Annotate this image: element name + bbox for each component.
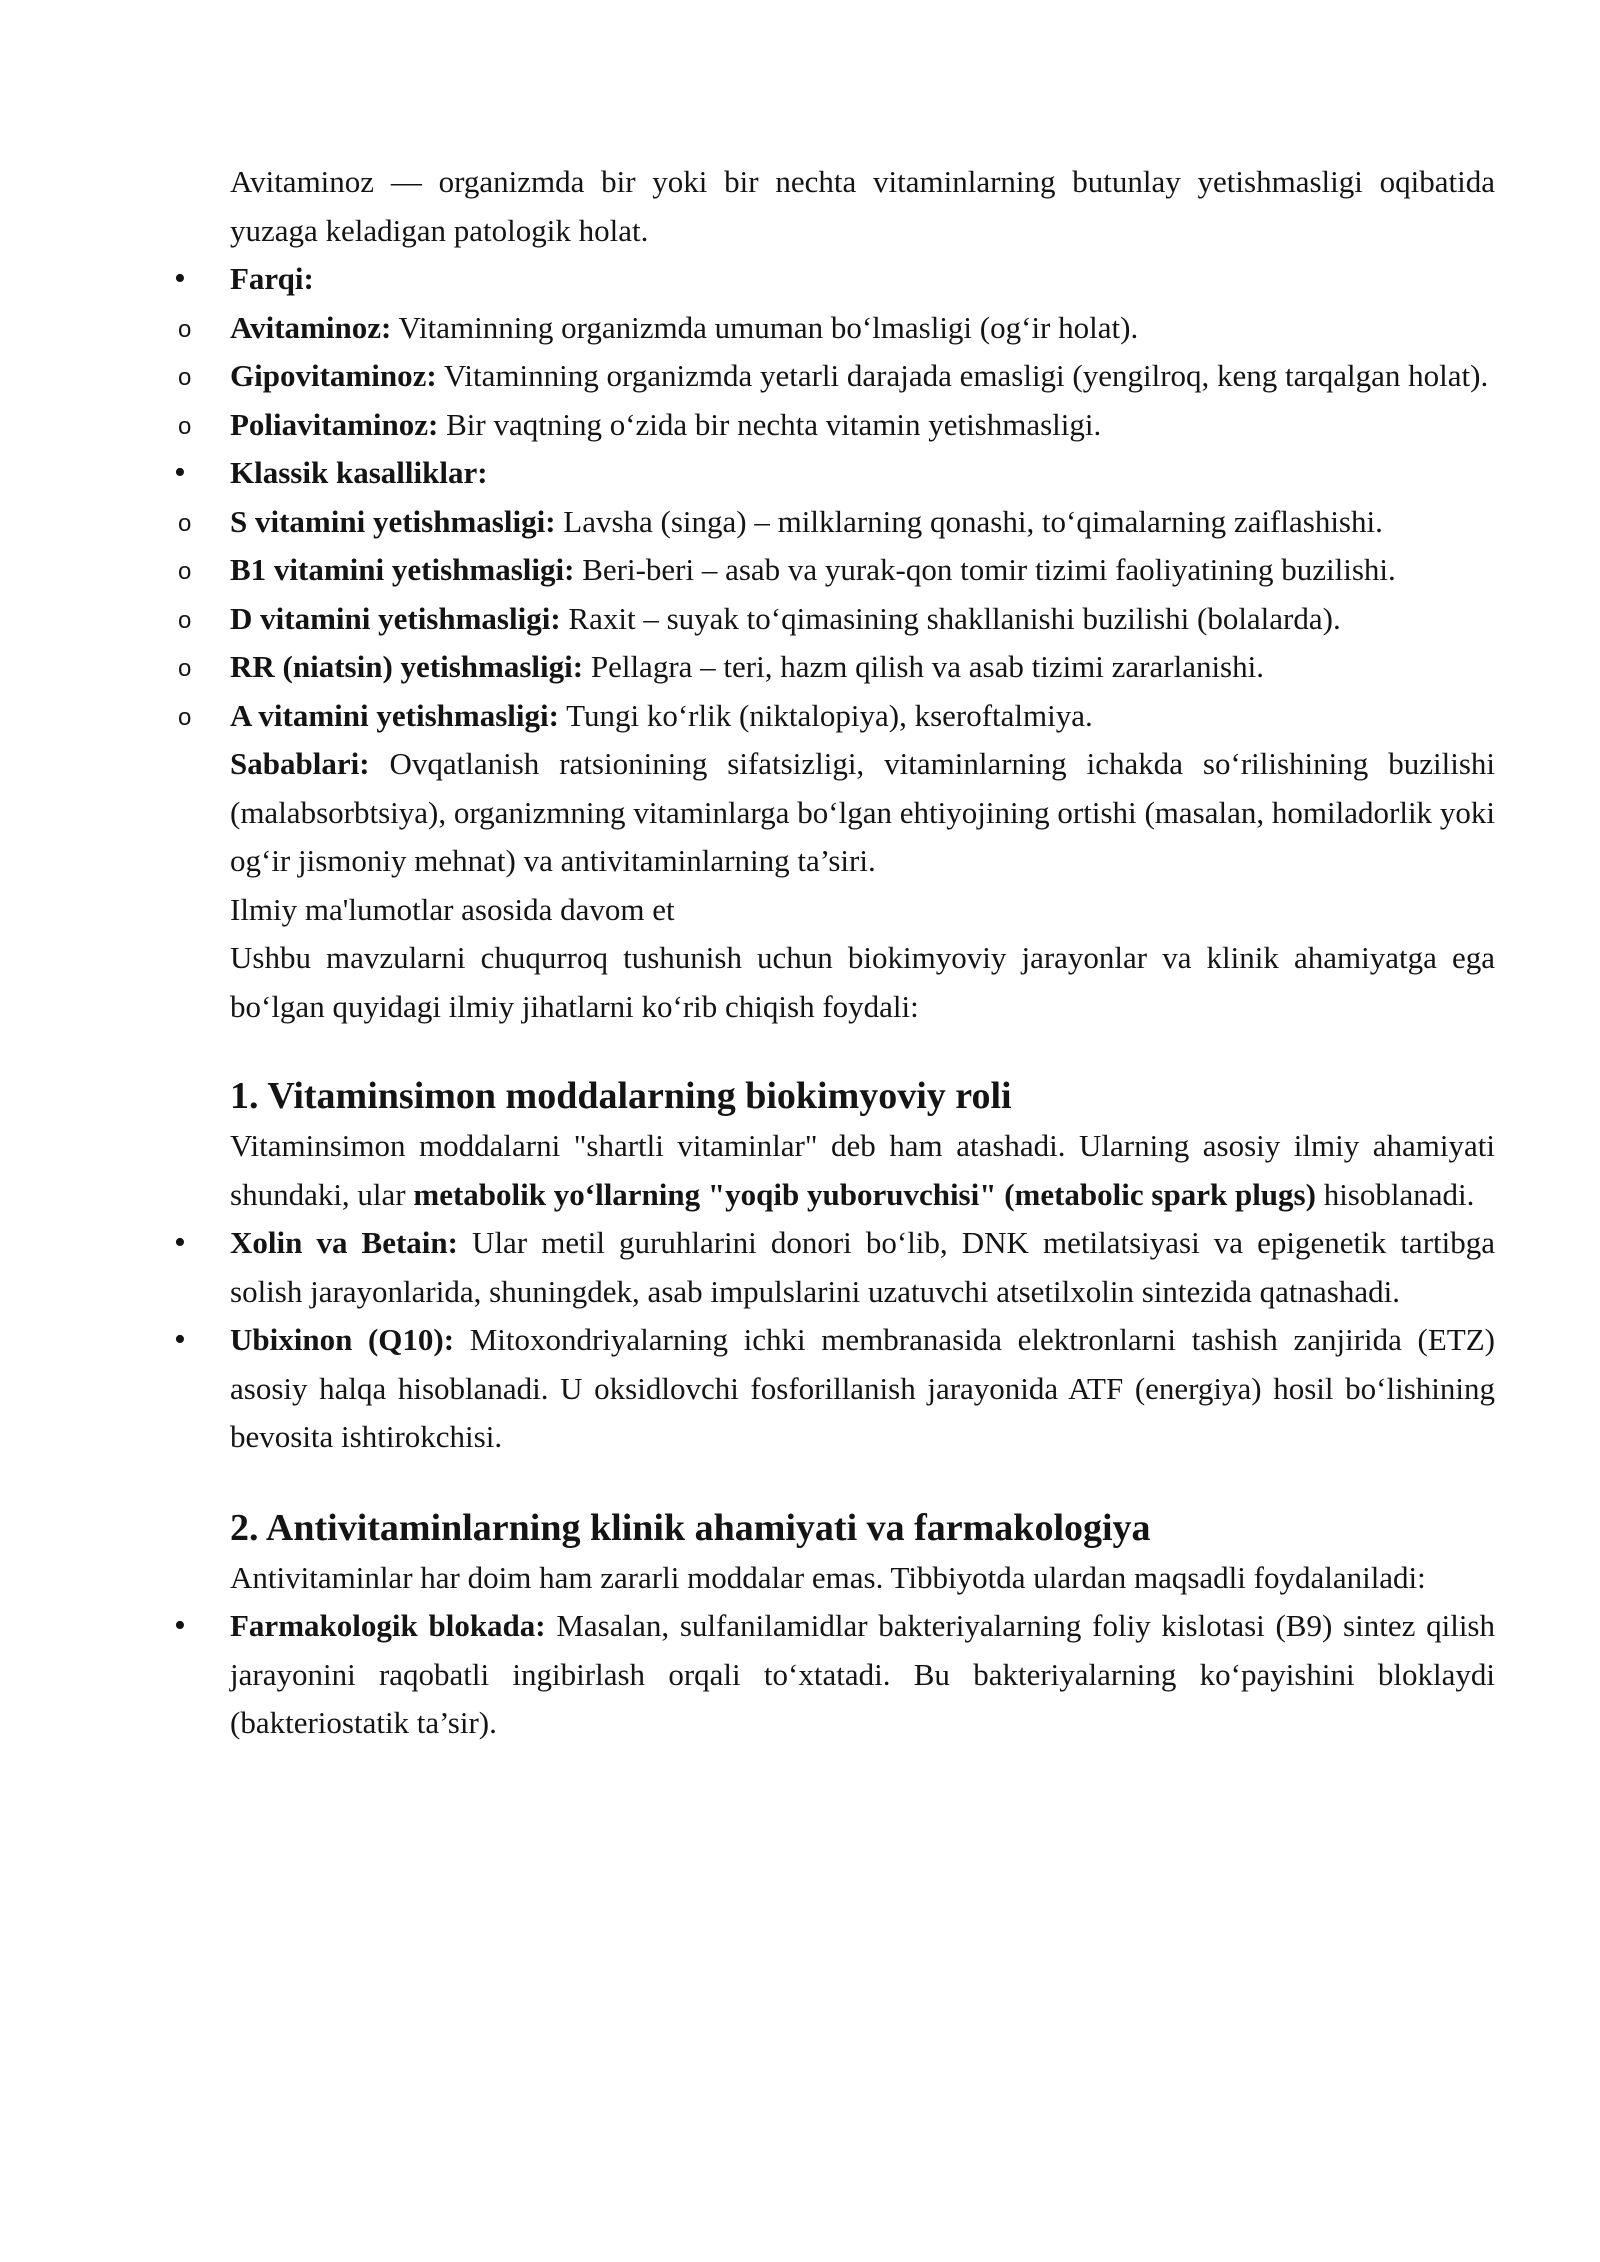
sabablari-paragraph [230,740,1495,886]
section-1-paragraph [230,1122,1495,1219]
circle-bullet-icon: o [178,558,192,585]
circle-bullet-icon: o [178,315,192,343]
circle-bullet-icon: o [178,364,192,391]
section-1-title: 1. Vitaminsimon moddalarning biokimyoviy roli [230,1075,1012,1117]
bullet-dot-icon: • [174,260,186,297]
item-text: Vitaminning organizmda umuman bo‘lmasligi (og‘ir holat). [391,309,1139,345]
section-1-para-end: hisoblanadi. [1315,1176,1475,1212]
bullet-dot-icon: • [174,1224,186,1261]
circle-bullet-icon: o [178,703,192,731]
item-term: S vitamini yetishmasligi: [230,503,556,539]
circle-bullet-icon: o [178,509,192,537]
bullet-xolin-betain [174,1219,1495,1316]
ushbu-paragraph: Ushbu mavzularni chuqurroq tushunish uchun biokimyoviy jarayonlar va klinik ahamiyatga ega bo‘lgan quyidagi ilmiy jihatlarni ko‘rib chiqish foydali: [230,940,1495,1024]
section-1-para-bold: metabolik yo‘llarning "yoqib yuboruvchisi" (metabolic spark plugs) [413,1176,1316,1212]
item-term: Avitaminoz: [230,309,392,345]
document-page [174,158,1495,1748]
item-term: RR (niatsin) yetishmasligi: [230,649,584,684]
bullet-ubixinon [174,1316,1495,1462]
item-text: Masalan, sulfanilamidlar bakteriyalarning foliy kislotasi (B9) sintez qilish jarayonini raqobatli ingibirlash orqali to‘xtatadi. Bu bakteriyalarning ko‘payishini bloklaydi (bakteriostatik ta’sir). [230,1608,1495,1740]
circle-bullet-icon: o [178,412,192,440]
klassik-heading: Klassik kasalliklar: [230,455,488,490]
sub-item-rr-niatsin [178,643,1495,692]
item-term: A vitamini yetishmasligi: [230,697,559,733]
sub-item-s-vitamini [178,498,1495,547]
avitaminoz-definition: Avitaminoz — organizmda bir yoki bir nechta vitaminlarning butunlay yetishmasligi oqibatida yuzaga keladigan patologik holat. [230,164,1495,248]
item-term: Gipovitaminoz: [230,358,437,393]
sub-item-a-vitamini [178,692,1495,741]
bullet-farmakologik-blokada [174,1602,1495,1748]
item-term: Xolin va Betain: [230,1225,458,1260]
farqi-heading: Farqi: [230,261,314,296]
item-text: Beri-beri – asab va yurak-qon tomir tizimi faoliyatining buzilishi. [574,552,1396,587]
item-term: B1 vitamini yetishmasligi: [230,552,575,587]
bullet-dot-icon: • [174,1321,186,1358]
bullet-klassik [174,449,1495,498]
sabablari-term: Sabablari: [230,746,370,781]
item-text: Tungi ko‘rlik (niktalopiya), kseroftalmiya. [558,697,1093,733]
sub-item-poliavitaminoz [178,401,1495,450]
item-text: Ular metil guruhlarini donori bo‘lib, DNK metilatsiyasi va epigenetik tartibga solish jarayonlarida, shuningdek, asab impulslarini uzatuvchi atsetilxolin sintezida qatnashadi. [230,1225,1495,1309]
circle-bullet-icon: o [178,606,192,634]
sub-item-b1-vitamini [178,546,1495,595]
item-text: Vitaminning organizmda yetarli darajada emasligi (yengilroq, keng tarqalgan holat). [436,358,1489,393]
bullet-dot-icon: • [174,454,186,491]
continue-line: Ilmiy ma'lumotlar asosida davom et [230,891,675,927]
item-text: Bir vaqtning o‘zida bir nechta vitamin yetishmasligi. [438,406,1102,442]
bullet-dot-icon: • [174,1607,186,1644]
item-term: Ubixinon (Q10): [230,1322,455,1357]
item-text: Mitoxondriyalarning ichki membranasida elektronlarni tashish zanjirida (ETZ) asosiy halqa hisoblanadi. U oksidlovchi fosforillanish jarayonida ATF (energiya) hosil bo‘lishining bevosita ishtirokchisi. [230,1322,1495,1454]
sabablari-text: Ovqatlanish ratsionining sifatsizligi, vitaminlarning ichakda so‘rilishining buzilishi (malabsorbtsiya), organizmning vitaminlarga bo‘lgan ehtiyojining ortishi (masalan, homiladorlik yoki og‘ir jismoniy mehnat) va antivitaminlarning ta’siri. [230,746,1495,878]
item-term: D vitamini yetishmasligi: [230,600,561,636]
bullet-farqi [174,255,1495,304]
sub-item-avitaminoz [178,304,1495,353]
item-text: Pellagra – teri, hazm qilish va asab tizimi zararlanishi. [583,649,1264,684]
section-1-para-start: Vitaminsimon moddalarni "shartli vitaminlar" deb ham atashadi. Ularning asosiy ilmiy ahamiyati shundaki, ular [230,1128,1495,1212]
sub-item-gipovitaminoz [178,352,1495,401]
section-2-paragraph: Antivitaminlar har doim ham zararli moddalar emas. Tibbiyotda ulardan maqsadli foydalaniladi: [230,1559,1426,1595]
item-text: Lavsha (singa) – milklarning qonashi, to‘qimalarning zaiflashishi. [555,503,1383,539]
circle-bullet-icon: o [178,655,192,682]
sub-item-d-vitamini [178,595,1495,644]
item-term: Farmakologik blokada: [230,1608,546,1643]
section-2-title: 2. Antivitaminlarning klinik ahamiyati va farmakologiya [230,1506,1151,1549]
item-text: Raxit – suyak to‘qimasining shakllanishi buzilishi (bolalarda). [560,600,1341,636]
item-term: Poliavitaminoz: [230,406,439,442]
